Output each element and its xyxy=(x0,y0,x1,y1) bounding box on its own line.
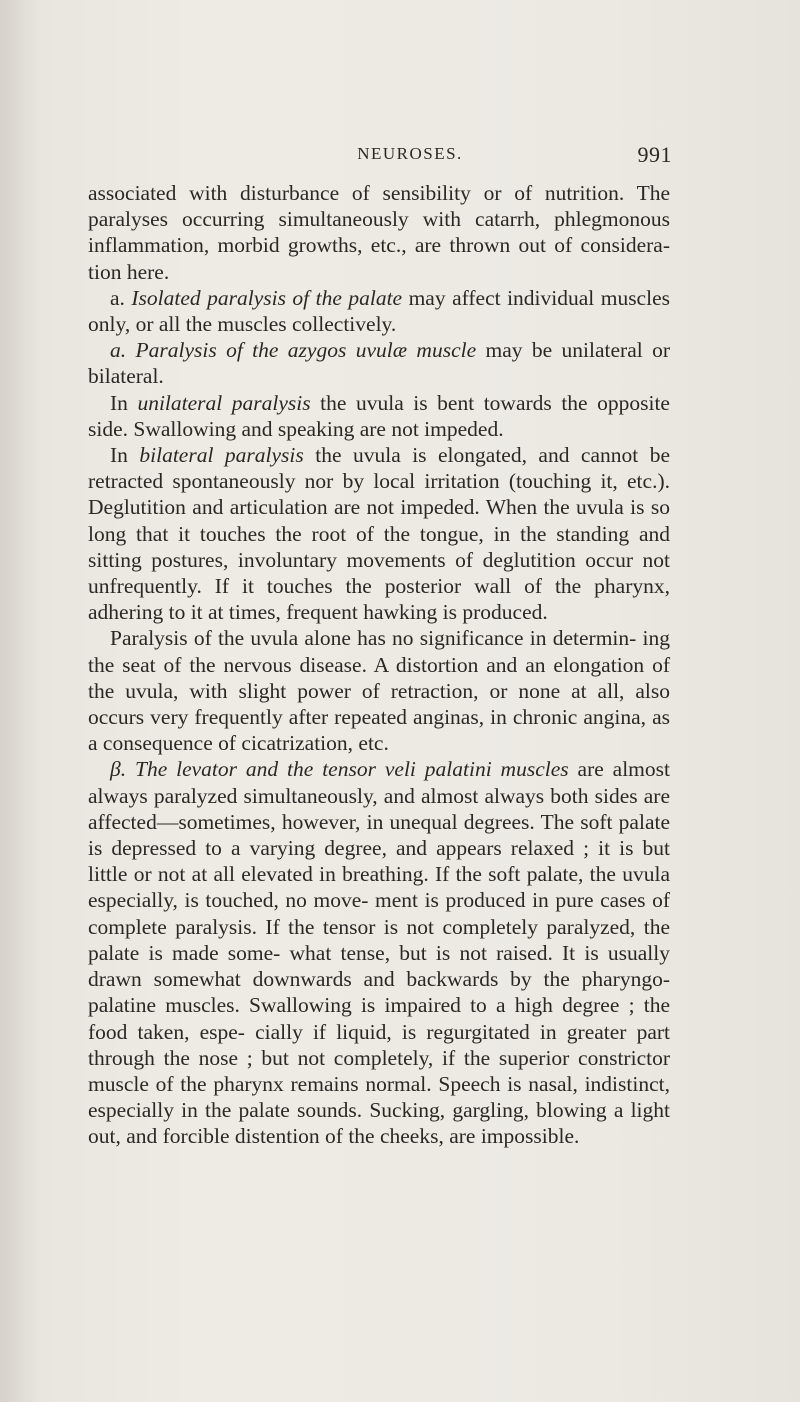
paragraph-text: are almost always paralyzed simultaneously, and almost always both sides are affected—sometimes, however, in unequal degrees. The soft palate is depressed to a varying degree, and appears relaxed ; it is but little or not at all elevated in breathing. If the soft palate, the uvula especially, is touched, no move- ment is produced in pure cases of complete paralysis. If the tensor is not completely paralyzed, the palate is made some- what tense, but is not raised. It is usually drawn somewhat downwards and backwards by the pharyngo-palatine muscles. Swallowing is impaired to a high degree ; the food taken, espe- cially if liquid, is regurgitated in greater part through the nose ; but not completely, if the superior constrictor muscle of the pharynx remains normal. Speech is nasal, indistinct, especially in the palate sounds. Sucking, gargling, blowing a light out, and forcible distention of the cheeks, are impossible. xyxy=(88,757,670,1149)
paragraph-text: may affect individual muscles only, or all the muscles collectively. xyxy=(88,285,670,337)
italic-text: unilateral paralysis xyxy=(137,390,311,415)
paragraph xyxy=(88,390,670,442)
paragraph xyxy=(88,285,670,337)
paragraph xyxy=(88,756,670,1149)
paragraph xyxy=(88,625,670,756)
paragraph-text: the uvula is elongated, and cannot be retracted spontaneously nor by local irritation (touching it, etc.). Deglutition and articulation are not impeded. When the uvula is so long that it touches the root of the tongue, in the standing and sitting postures, involuntary movements of deglutition occur not unfrequently. If it touches the posterior wall of the pharynx, adhering to it at times, frequent hawking is produced. xyxy=(88,443,671,625)
paragraph-text: associated with disturbance of sensibility or of nutrition. The paralyses occurring simultaneously with catarrh, phlegmonous inflammation, morbid growths, etc., are thrown out of considera- tion here. xyxy=(88,181,670,284)
italic-text: Paralysis of the azygos uvulæ muscle xyxy=(135,338,477,363)
italic-text: bilateral paralysis xyxy=(139,443,304,468)
italic-text: The levator and the tensor veli palatini muscles xyxy=(134,757,569,782)
paragraph-text: a. xyxy=(110,285,132,310)
paragraph-text: the uvula is bent towards the opposite side. Swallowing and speaking are not impeded. xyxy=(88,390,670,441)
paragraph-text: In xyxy=(110,443,140,468)
paragraph xyxy=(88,337,670,389)
page-header xyxy=(0,142,800,172)
paragraph-text: may be unilateral or bilateral. xyxy=(88,338,671,389)
body-text xyxy=(88,180,670,1150)
running-head: NEUROSES. xyxy=(357,144,463,163)
italic-text: Isolated paralysis of the palate xyxy=(131,285,403,310)
paragraph-text: In xyxy=(110,390,138,415)
italic-text: a. xyxy=(110,338,136,363)
page-number: 991 xyxy=(637,142,672,167)
paragraph xyxy=(88,442,670,625)
italic-text: β. xyxy=(110,757,135,782)
paragraph-text: Paralysis of the uvula alone has no significance in determin- ing the seat of the nervous disease. A distortion and an elongation of the uvula, with slight power of retraction, or none at all, also occurs very frequently after repeated anginas, in chronic angina, as a consequence of cicatrization, etc. xyxy=(88,626,670,756)
paragraph xyxy=(88,180,670,285)
